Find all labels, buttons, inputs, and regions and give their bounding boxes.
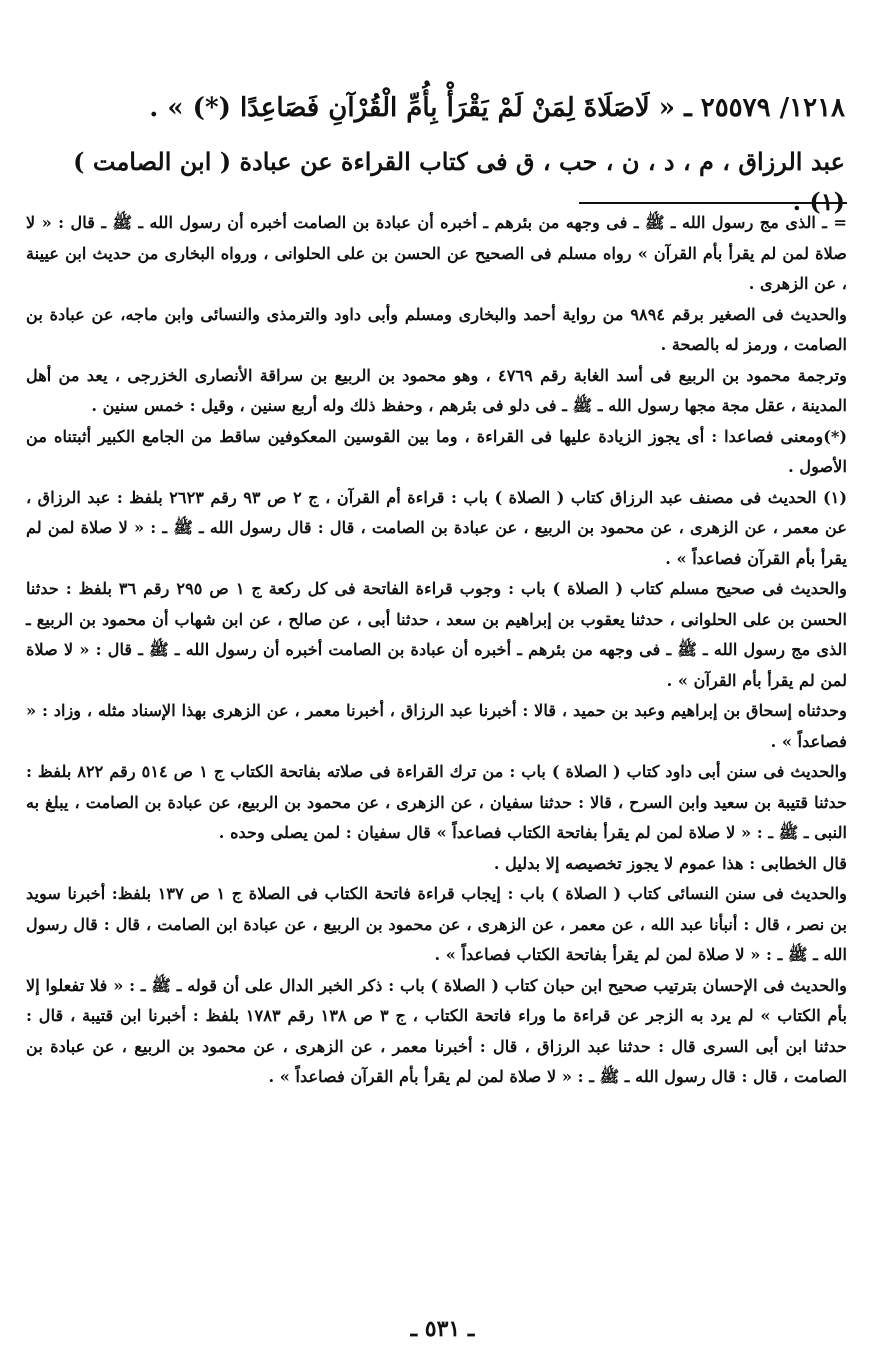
footnote-divider — [579, 202, 847, 204]
footnote-paragraph: وحدثناه إسحاق بن إبراهيم وعبد بن حميد ، قالا : أخبرنا عبد الرزاق ، أخبرنا معمر ، عن الزهرى بهذا الإسناد مثله ، وزاد : « فصاعداً » . — [26, 701, 847, 751]
hadith-sources: عبد الرزاق ، م ، د ، ن ، حب ، ق فى كتاب القراءة عن عبادة ( ابن الصامت ) (١) . — [73, 147, 845, 216]
footnote-paragraph: وترجمة محمود بن الربيع فى أسد الغابة رقم ٤٧٦٩ ، وهو محمود بن الربيع بن سراقة الأنصارى الخزرجى ، يعد من أهل المدينة ، عقل مجة مجها رسول الله ـ ﷺ ـ فى دلو فى بئرهم ، وحفظ ذلك وله أربع سنين ، وقيل : خمس سنين . — [26, 365, 847, 415]
footnote-paragraph: (١) الحديث فى مصنف عبد الرزاق كتاب ( الصلاة ) باب : قراءة أم القرآن ، ج ٢ ص ٩٣ رقم ٢٦٢٣ بلفظ : عبد الرزاق ، عن معمر ، عن الزهرى ، عن محمود بن الربيع ، عن عبادة بن الصامت ، قال : قال رسول الله ـ ﷺ ـ : « لا صلاة لمن لم يقرأ بأم القرآن فصاعداً » . — [26, 487, 847, 568]
footnote-paragraph: قال الخطابى : هذا عموم لا يجوز تخصيصه إلا بدليل . — [493, 853, 847, 873]
footnote-paragraph: = ـ الذى مج رسول الله ـ ﷺ ـ فى وجهه من بئرهم ـ أخبره أن عبادة بن الصامت أخبره أن رسول الله ـ ﷺ ـ قال : « لا صلاة لمن لم يقرأ بأم القرآن » رواه مسلم فى الصحيح عن الحسن بن على الحلوانى ، ورواه البخارى من حديث ابن عيينة ، عن الزهرى . — [26, 213, 847, 293]
footnote-paragraph: والحديث فى سنن النسائى كتاب ( الصلاة ) باب : إيجاب قراءة فاتحة الكتاب فى الصلاة ج ١ ص ١٣٧ بلفظ: أخبرنا سويد بن نصر ، قال : أنبأنا عبد الله ، عن معمر ، عن الزهرى ، عن محمود بن الربيع ، عن عبادة ابن الصامت ، قال : قال رسول الله ـ ﷺ ـ : « لا صلاة لمن لم يقرأ بفاتحة الكتاب فصاعداً » . — [26, 884, 847, 964]
footnotes — [26, 208, 847, 1093]
footnote-paragraph: والحديث فى الصغير برقم ٩٨٩٤ من رواية أحمد والبخارى ومسلم وأبى داود والترمذى والنسائى وابن ماجه، عن عبادة بن الصامت ، ورمز له بالصحة . — [26, 304, 847, 354]
page-number: ـ ٥٣١ ـ — [410, 1316, 475, 1342]
hadith-text: ١٢١٨/ ٢٥٥٧٩ ـ « لَاصَلَاةَ لِمَنْ لَمْ يَقْرَأْ بِأُمِّ الْقُرْآنِ فَصَاعِدًا (*) » . — [149, 93, 845, 123]
footnote-paragraph: والحديث فى صحيح مسلم كتاب ( الصلاة ) باب : وجوب قراءة الفاتحة فى كل ركعة ج ١ ص ٢٩٥ رقم ٣٦ بلفظ : حدثنا الحسن بن على الحلوانى ، حدثنا يعقوب بن إبراهيم بن سعد ، حدثنا أبى ، عن صالح ، عن ابن شهاب أن محمود بن الربيع ـ الذى مج رسول الله ـ ﷺ ـ فى وجهه من بئرهم ـ أخبره أن عبادة بن الصامت أخبره أن رسول الله ـ ﷺ ـ قال : « لا صلاة لمن لم يقرأ بأم القرآن » . — [26, 579, 847, 690]
footnote-paragraph: (*)ومعنى فصاعدا : أى يجوز الزيادة عليها فى القراءة ، وما بين القوسين المعكوفين ساقط من الجامع الكبير أثبتناه من الأصول . — [26, 426, 847, 476]
footnote-paragraph: والحديث فى سنن أبى داود كتاب ( الصلاة ) باب : من ترك القراءة فى صلاته بفاتحة الكتاب ج ١ ص ٥١٤ رقم ٨٢٢ بلفظ : حدثنا قتيبة بن سعيد وابن السرح ، قالا : حدثنا سفيان ، عن الزهرى ، عن محمود بن الربيع، عن عبادة بن الصامت ، يبلغ به النبى ـ ﷺ ـ : « لا صلاة لمن لم يقرأ بفاتحة الكتاب فصاعداً » قال سفيان : لمن يصلى وحده . — [26, 762, 847, 842]
footnote-paragraph: والحديث فى الإحسان بترتيب صحيح ابن حبان كتاب ( الصلاة ) باب : ذكر الخبر الدال على أن قوله ـ ﷺ ـ : « فلا تفعلوا إلا بأم الكتاب » لم يرد به الزجر عن قراءة ما وراء فاتحة الكتاب ، ج ٣ ص ١٣٨ رقم ١٧٨٣ بلفظ : أخبرنا ابن قتيبة ، قال : حدثنا ابن أبى السرى قال : حدثنا عبد الرزاق ، قال : أخبرنا معمر ، عن الزهرى ، عن محمود بن الربيع ، عن عبادة بن الصامت ، قال : قال رسول الله ـ ﷺ ـ : « لا صلاة لمن لم يقرأ بأم القرآن فصاعداً » . — [26, 975, 848, 1086]
